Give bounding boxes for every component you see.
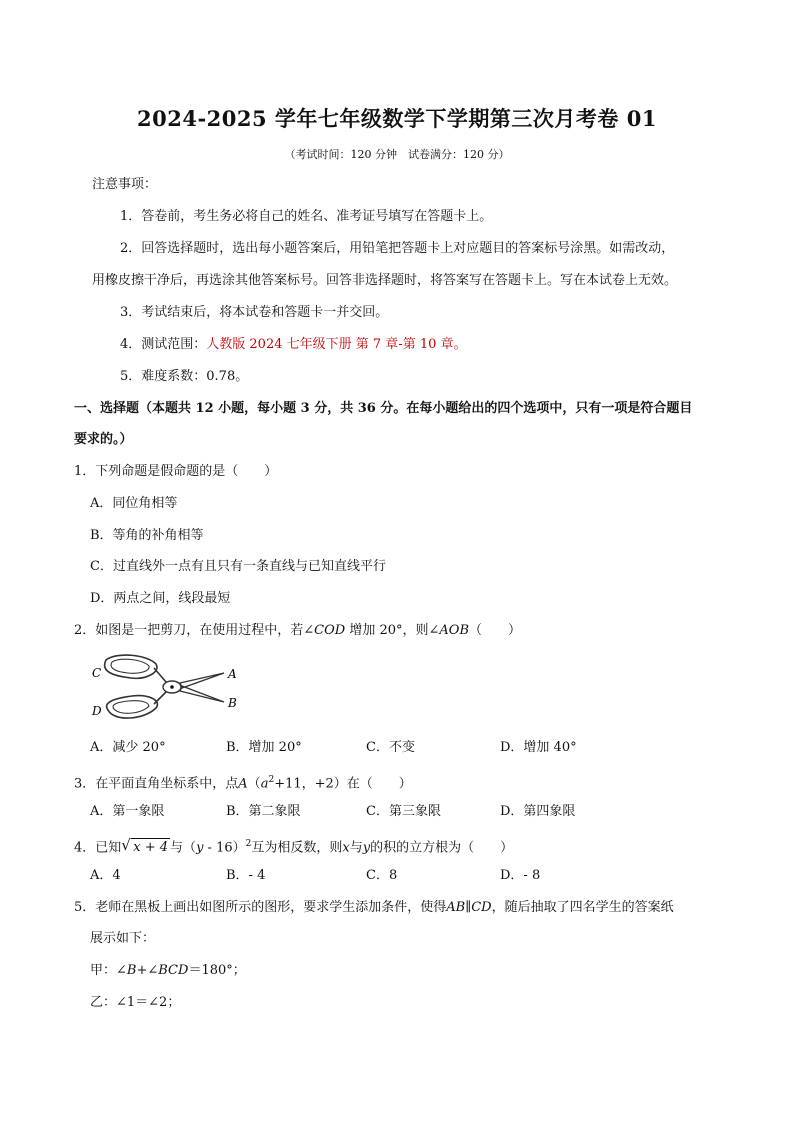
q2-option-c: C．不变: [366, 740, 415, 755]
scissors-arm-upper: [154, 668, 166, 682]
var-y: y: [362, 840, 371, 856]
angle-aob: AOB: [439, 623, 470, 638]
answer-jia: [90, 962, 246, 980]
note-3: 3．考试结束后，将本试卷和答题卡一并交回。: [120, 305, 389, 320]
angle-b: B: [126, 963, 137, 978]
q2-stem: [74, 622, 521, 640]
answer-yi: 乙：∠1＝∠2；: [90, 995, 181, 1010]
q5-stem-part: 5．老师在黑板上画出如图所示的图形，要求学生添加条件，使得: [74, 900, 447, 915]
q5-stem-line2: 展示如下：: [90, 931, 156, 946]
q3-option-d: D．第四象限: [500, 804, 576, 819]
q4-stem-part: 4．已知: [74, 840, 122, 856]
q3-stem-part: 3．在平面直角坐标系中，点: [74, 776, 239, 792]
q4-stem-part: 的积的立方根为（ ）: [370, 840, 514, 856]
q4-option-b: B．- 4: [226, 868, 266, 883]
scissors-figure: [86, 650, 246, 724]
q2-option-a: A．减少 20°: [90, 740, 166, 755]
exam-info: （考试时间：120 分钟 试卷满分：120 分）: [284, 148, 510, 161]
note-5: 5．难度系数：0.78。: [120, 369, 249, 384]
note-2-line1: 2．回答选择题时，选出每小题答案后，用铅笔把答题卡上对应题目的答案标号涂黑。如需改动，: [120, 241, 675, 256]
q5-stem: [74, 899, 674, 917]
label-b: B: [228, 696, 237, 710]
q2-stem-part: 2．如图是一把剪刀，在使用过程中，若∠: [74, 623, 315, 638]
q4-option-d: D．- 8: [500, 868, 541, 883]
var-a: a: [260, 776, 269, 792]
note-4-prefix: 4．测试范围：: [120, 337, 207, 352]
square-root: [121, 838, 170, 857]
q1-option-c: C．过直线外一点有且只有一条直线与已知直线平行: [90, 559, 386, 574]
q4-stem-part: - 16）: [203, 840, 246, 856]
answer-jia-part: 甲：∠: [90, 963, 127, 978]
q2-stem-part: 增加 20°，则∠: [345, 623, 440, 638]
exponent: 2: [245, 839, 252, 849]
label-a: A: [228, 667, 237, 681]
section-heading-line2: 要求的。）: [74, 432, 133, 447]
exponent: 2: [268, 775, 275, 785]
scissors-handle-lower-inner: [113, 701, 149, 714]
q4-option-c: C．8: [366, 868, 398, 883]
q1-option-a: A．同位角相等: [90, 496, 178, 511]
q4-stem: [74, 835, 513, 857]
label-d: D: [92, 704, 102, 718]
pivot-point: [170, 685, 174, 689]
q3-option-a: A．第一象限: [90, 804, 165, 819]
note-1: 1．答卷前，考生务必将自己的姓名、准考证号填写在答题卡上。: [120, 209, 493, 224]
radical-sign-icon: √: [121, 836, 131, 855]
note-4: [120, 336, 467, 354]
q1-option-b: B．等角的补角相等: [90, 528, 204, 543]
note-2-line2: 用橡皮擦干净后，再选涂其他答案标号。回答非选择题时，将答案写在答题卡上。写在本试卷上无效。: [92, 273, 678, 288]
q2-option-b: B．增加 20°: [226, 740, 302, 755]
angle-bcd: BCD: [158, 963, 189, 978]
q1-option-d: D．两点之间，线段最短: [90, 591, 231, 606]
label-c: C: [92, 666, 102, 680]
q4-stem-part: 与（: [170, 840, 197, 856]
q4-stem-part: 与: [349, 840, 363, 856]
notes-heading: 注意事项：: [92, 177, 158, 192]
scissors-arm-lower: [154, 692, 166, 704]
var-y: y: [196, 840, 204, 856]
test-range: 人教版 2024 七年级下册 第 7 章-第 10 章。: [206, 337, 467, 352]
radicand: x + 4: [133, 840, 169, 856]
angle-cod: COD: [314, 623, 346, 638]
q4-stem-part: 互为相反数，则: [251, 840, 343, 856]
section-heading-line1: 一、选择题（本题共 12 小题，每小题 3 分，共 36 分。在每小题给出的四个选项中，只有一项是符合题目: [74, 401, 693, 416]
var-x: x: [342, 840, 350, 856]
q4-option-a: A．4: [90, 868, 121, 883]
scissors-blade-a: [180, 673, 224, 688]
scissors-handle-lower: [107, 696, 158, 718]
answer-jia-part: +∠: [136, 963, 159, 978]
q3-stem-part: （: [247, 776, 261, 792]
q5-stem-part: ，随后抽取了四名学生的答案纸: [491, 900, 674, 915]
q2-option-d: D．增加 40°: [500, 740, 577, 755]
scissors-blade-b: [180, 686, 224, 702]
q2-stem-part: （ ）: [469, 623, 522, 638]
q3-option-b: B．第二象限: [226, 804, 301, 819]
q3-stem-part: +11，+2）在（ ）: [274, 776, 412, 792]
q3-stem: [74, 771, 412, 793]
q1-stem: 1．下列命题是假命题的是（ ）: [74, 464, 278, 479]
parallel-condition: AB∥CD: [446, 900, 492, 915]
q3-option-c: C．第三象限: [366, 804, 441, 819]
scissors-handle-upper-inner: [111, 659, 149, 673]
point-a: A: [238, 776, 248, 792]
page-title: 2024-2025 学年七年级数学下学期第三次月考卷 01: [137, 106, 657, 131]
answer-jia-part: ＝180°；: [188, 963, 246, 978]
